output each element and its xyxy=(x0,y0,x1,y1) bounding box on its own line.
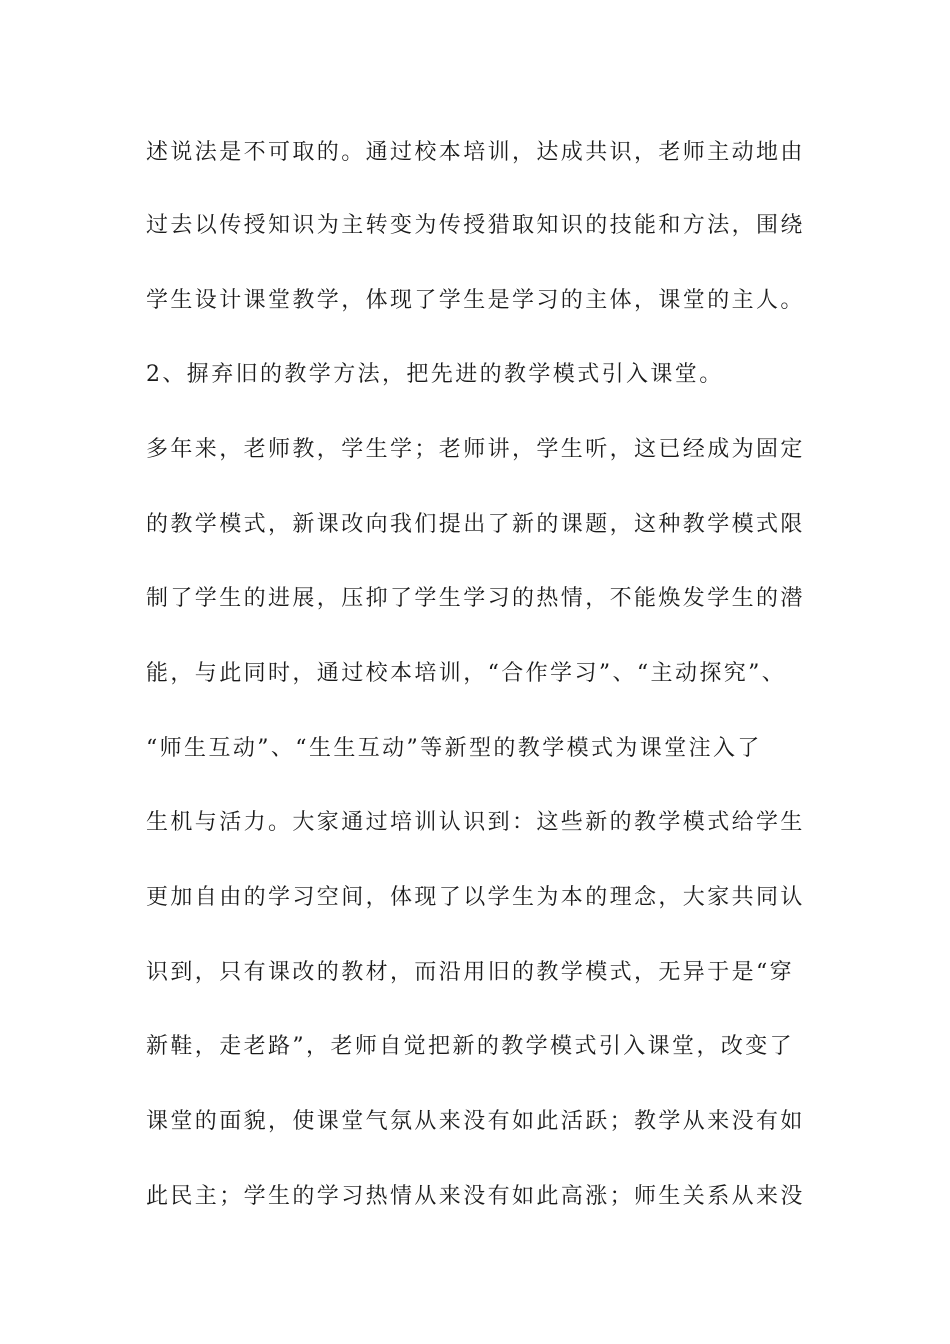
text-line: 学生设计课堂教学，体现了学生是学习的主体，课堂的主人。 xyxy=(146,288,805,313)
text-line: 能，与此同时，通过校本培训，“合作学习”、“主动探究”、 xyxy=(146,661,787,686)
text-line: 新鞋，走老路”，老师自觉把新的教学模式引入课堂，改变了 xyxy=(146,1034,795,1059)
text-line: 制了学生的进展，压抑了学生学习的热情，不能焕发学生的潜 xyxy=(146,586,805,611)
text-line: “师生互动”、“生生互动”等新型的教学模式为课堂注入了 xyxy=(146,736,762,761)
text-line: 识到，只有课改的教材，而沿用旧的教学模式，无异于是“穿 xyxy=(146,960,795,985)
text-line: 课堂的面貌，使课堂气氛从来没有如此活跃；教学从来没有如 xyxy=(146,1109,805,1134)
text-line: 更加自由的学习空间，体现了以学生为本的理念，大家共同认 xyxy=(146,885,805,910)
text-line: 2、摒弃旧的教学方法，把先进的教学模式引入课堂。 xyxy=(146,362,724,387)
text-line: 生机与活力。大家通过培训认识到：这些新的教学模式给学生 xyxy=(146,810,805,835)
text-line: 述说法是不可取的。通过校本培训，达成共识，老师主动地由 xyxy=(146,140,805,165)
text-line: 此民主；学生的学习热情从来没有如此高涨；师生关系从来没 xyxy=(146,1184,805,1209)
text-line: 过去以传授知识为主转变为传授猎取知识的技能和方法，围绕 xyxy=(146,213,805,238)
text-line: 的教学模式，新课改向我们提出了新的课题，这种教学模式限 xyxy=(146,512,805,537)
text-line: 多年来，老师教，学生学；老师讲，学生听，这已经成为固定 xyxy=(146,437,805,462)
